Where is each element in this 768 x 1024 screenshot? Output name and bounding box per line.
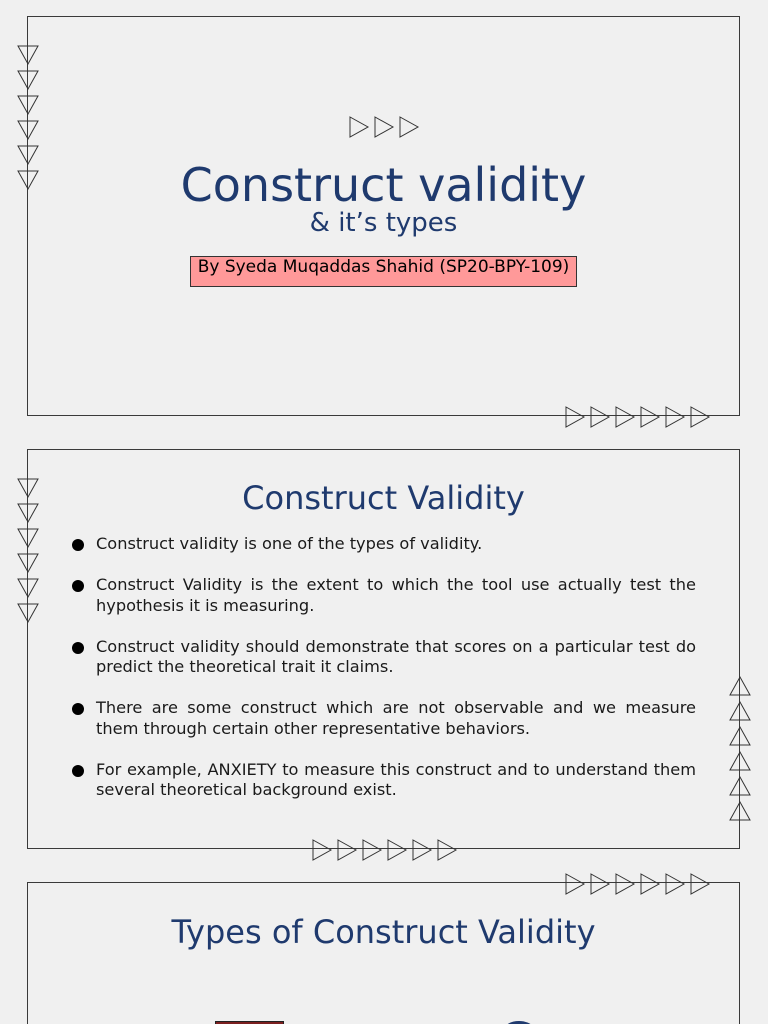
- triangle-arrow-icon: [564, 405, 714, 429]
- bullet-text: Construct validity should demonstrate that scores on a particular test do predict the theoretical trait it claims.: [96, 636, 696, 676]
- slide-3: [27, 882, 740, 1024]
- bullet-list: [70, 534, 696, 821]
- slide-2: [27, 449, 740, 849]
- bullet-icon: [72, 765, 84, 777]
- triangle-arrow-icon: [348, 115, 424, 139]
- triangle-arrow-icon: [311, 838, 461, 862]
- list-item: [70, 760, 696, 801]
- bullet-text: Construct Validity is the extent to which the tool use actually test the hypothesis it is measuring.: [96, 575, 696, 615]
- bullet-text: For example, ANXIETY to measure this construct and to understand them several theoretical background exist.: [96, 759, 696, 799]
- bullet-icon: [72, 703, 84, 715]
- triangle-arrow-icon: [729, 675, 751, 825]
- bullet-text: Construct validity is one of the types of validity.: [96, 534, 483, 553]
- bullet-icon: [72, 642, 84, 654]
- bullet-icon: [72, 580, 84, 592]
- triangle-arrow-icon: [564, 872, 714, 896]
- slide-title: Construct validity: [180, 158, 587, 212]
- list-item: [70, 637, 696, 678]
- slide-subtitle: & it’s types: [309, 208, 458, 238]
- list-item: [70, 698, 696, 739]
- list-item: [70, 575, 696, 616]
- slide-1: [27, 16, 740, 416]
- slide-title: Construct Validity: [242, 479, 525, 517]
- author-label: By Syeda Muqaddas Shahid (SP20-BPY-109): [190, 256, 577, 287]
- list-item: [70, 534, 696, 555]
- bullet-text: There are some construct which are not observable and we measure them through certain other representative behaviors.: [96, 698, 696, 738]
- slide-title: Types of Construct Validity: [171, 913, 596, 951]
- bullet-icon: [72, 539, 84, 551]
